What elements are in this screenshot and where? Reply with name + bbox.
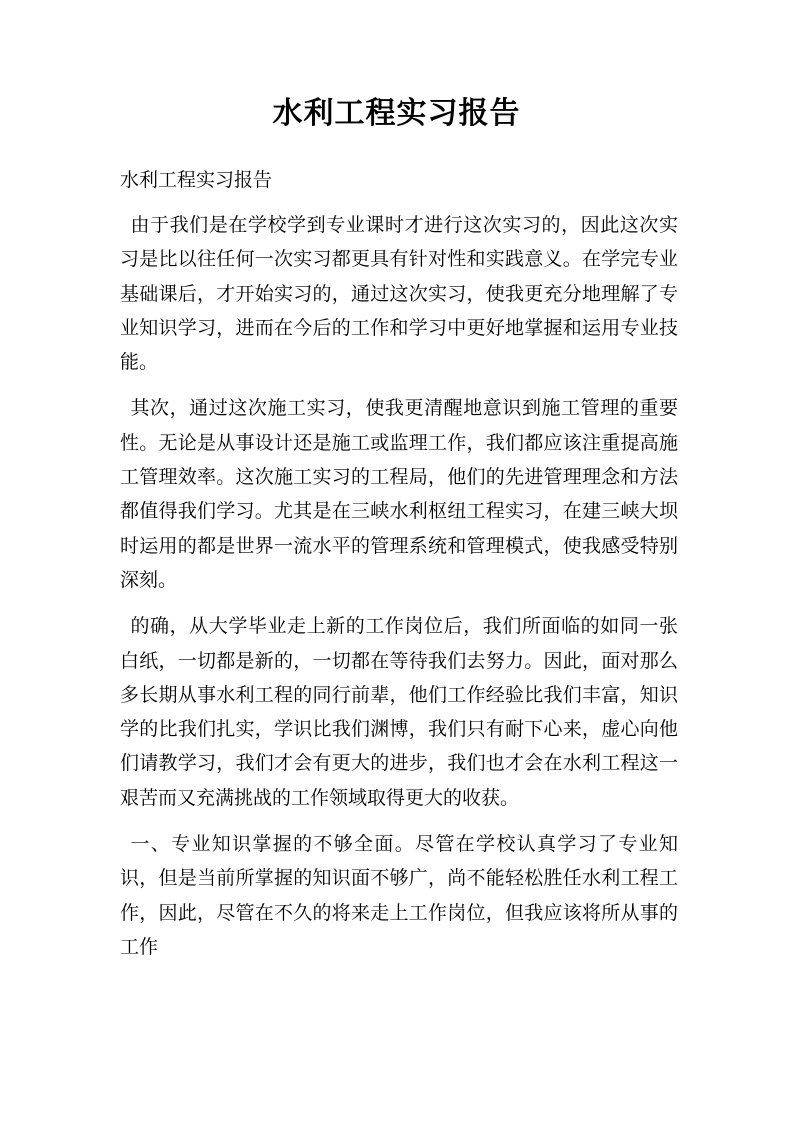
paragraph-1: 由于我们是在学校学到专业课时才进行这次实习的，因此这次实习是比以往任何一次实习都更具有针对性和实践意义。在学完专业基础课后，才开始实习的，通过这次实习，使我更充分地理解了专业知识学习，进而在今后的工作和学习中更好地掌握和运用专业技能。 xyxy=(120,214,678,374)
paragraph-4: 一、专业知识掌握的不够全面。尽管在学校认真学习了专业知识，但是当前所掌握的知识面不够广，尚不能轻松胜任水利工程工作，因此，尽管在不久的将来走上工作岗位，但我应该将所从事的工作 xyxy=(120,833,678,958)
document-title: 水利工程实习报告 xyxy=(272,96,521,131)
paragraph-2: 其次，通过这次施工实习，使我更清醒地意识到施工管理的重要性。无论是从事设计还是施工或监理工作，我们都应该注重提高施工管理效率。这次施工实习的工程局，他们的先进管理理念和方法都值得我们学习。尤其是在三峡水利枢纽工程实习，在建三峡大坝时运用的都是世界一流水平的管理系统和管理模式，使我感受特别深刻。 xyxy=(120,397,678,591)
document-body xyxy=(120,208,678,976)
paragraph-3: 的确，从大学毕业走上新的工作岗位后，我们所面临的如同一张白纸，一切都是新的，一切都在等待我们去努力。因此，面对那么多长期从事水利工程的同行前辈，他们工作经验比我们丰富，知识学的比我们扎实，学识比我们渊博，我们只有耐下心来，虚心向他们请教学习，我们才会有更大的进步，我们也才会在水利工程这一艰苦而又充满挑战的工作领域取得更大的收获。 xyxy=(120,615,678,809)
document-subtitle: 水利工程实习报告 xyxy=(120,169,273,191)
